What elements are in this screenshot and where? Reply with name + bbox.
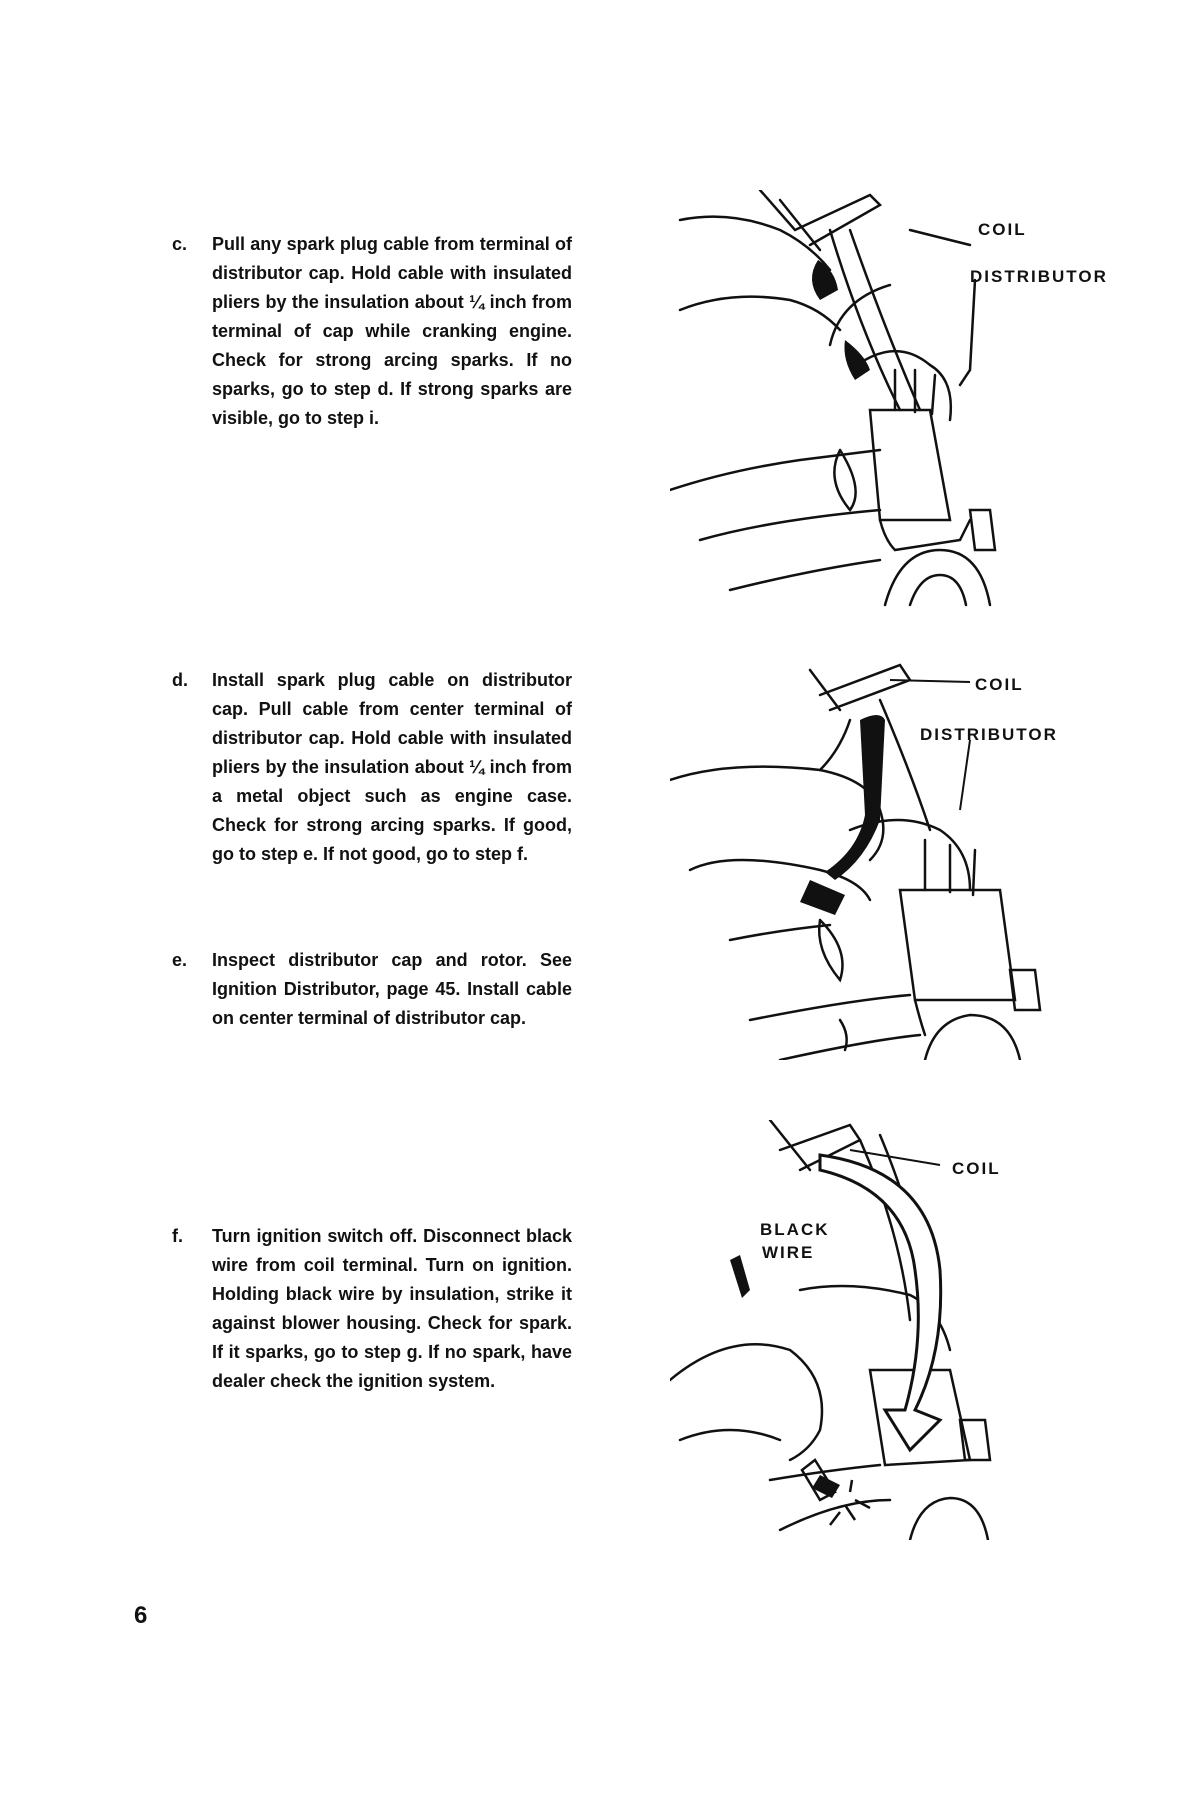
illustration-spark-plug-cable-test [670,190,1130,610]
callout-coil: COIL [975,675,1024,694]
callout-coil: COIL [952,1159,1001,1178]
page-number: 6 [134,1602,148,1629]
callout-black-wire-line2: WIRE [762,1243,815,1262]
callout-distributor: DISTRIBUTOR [970,267,1108,286]
step-e [172,946,572,1033]
step-text: Install spark plug cable on distributor cap. Pull cable from center terminal of distributor cap. Hold cable with insulated pliers by the insulation about ¼ inch from a metal object such as engine case. Check for strong arcing sparks. If good, go to step e. If not good, go to step f. [212,670,572,864]
step-text: Turn ignition switch off. Disconnect black wire from coil terminal. Turn on ignition. Holding black wire by insulation, strike it against blower housing. Check for spark. If it sparks, go to step g. If no spark, have dealer check the ignition system. [212,1226,572,1391]
callout-coil: COIL [978,220,1027,239]
callout-distributor: DISTRIBUTOR [920,725,1058,744]
step-letter: e. [172,950,188,970]
step-text: Pull any spark plug cable from terminal of distributor cap. Hold cable with insulated pliers by the insulation about ¼ inch from terminal of cap while cranking engine. Check for strong arcing sparks. If no sparks, go to step d. If strong sparks are visible, go to step i. [212,234,572,428]
figure-black-wire-spark [670,1120,1130,1540]
figure-coil-distributor-1 [670,190,1130,610]
step-c [172,230,572,433]
callout-black-wire-line1: BLACK [760,1220,830,1239]
step-f [172,1222,572,1396]
illustration-center-cable-test [670,640,1130,1060]
step-letter: c. [172,234,188,254]
step-text: Inspect distributor cap and rotor. See Ignition Distributor, page 45. Install cable on center terminal of distributor cap. [212,950,572,1028]
step-d [172,666,572,869]
step-letter: d. [172,670,188,690]
illustration-black-wire-strike [670,1120,1130,1540]
step-letter: f. [172,1226,183,1246]
figure-coil-distributor-2 [670,640,1130,1060]
